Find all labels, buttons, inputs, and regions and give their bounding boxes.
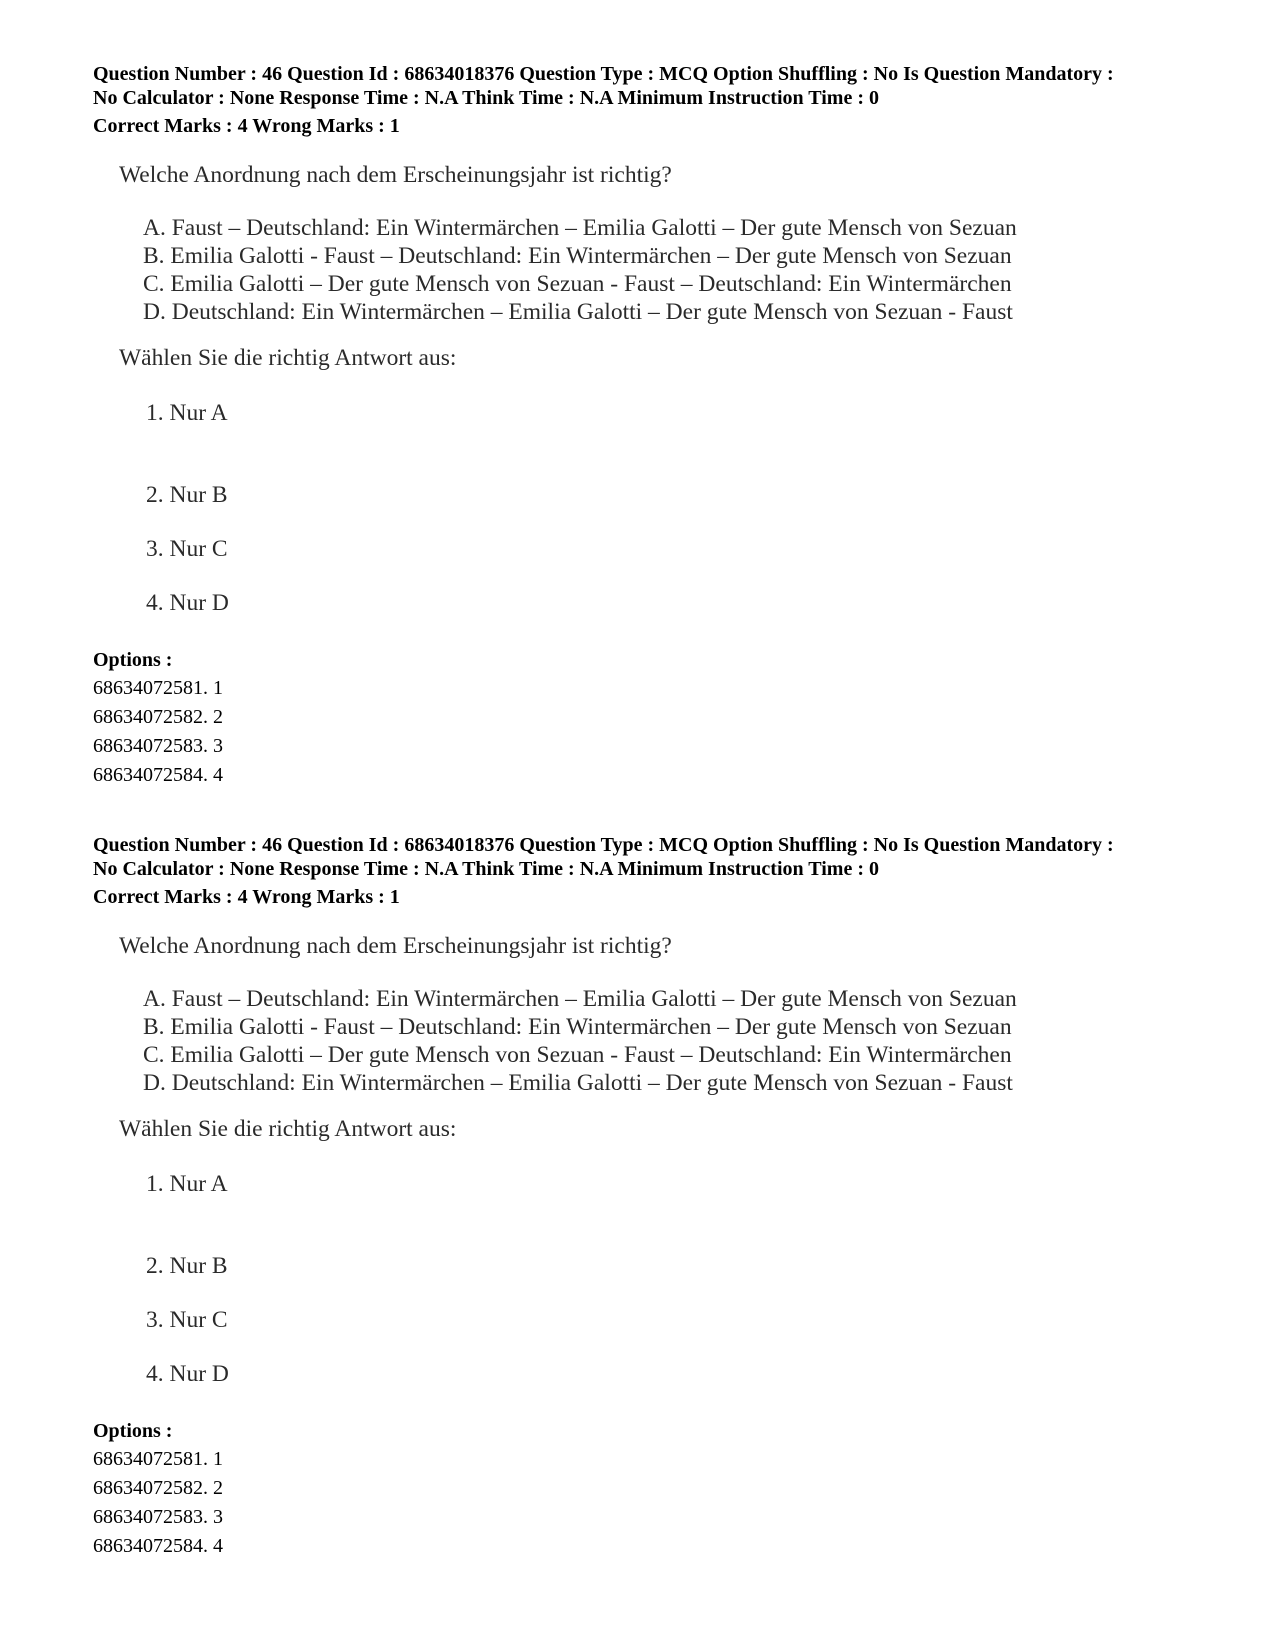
statement-a: A. Faust – Deutschland: Ein Wintermärchen – Emilia Galotti – Der gute Mensch von Sezuan — [143, 986, 1017, 1012]
option-id-1: 68634072581. 1 — [93, 677, 223, 699]
statement-a: A. Faust – Deutschland: Ein Wintermärchen – Emilia Galotti – Der gute Mensch von Sezuan — [143, 215, 1017, 241]
statement-c: C. Emilia Galotti – Der gute Mensch von Sezuan - Faust – Deutschland: Ein Wintermärchen — [143, 1042, 1012, 1068]
question-meta-line-2: No Calculator : None Response Time : N.A Think Time : N.A Minimum Instruction Time : 0 — [93, 858, 879, 880]
choice-1: 1. Nur A — [146, 1171, 228, 1197]
question-text: Welche Anordnung nach dem Erscheinungsjahr ist richtig? — [119, 933, 672, 959]
options-label: Options : — [93, 1420, 173, 1442]
options-label: Options : — [93, 649, 173, 671]
statement-d: D. Deutschland: Ein Wintermärchen – Emilia Galotti – Der gute Mensch von Sezuan - Faust — [143, 1070, 1013, 1096]
option-id-3: 68634072583. 3 — [93, 735, 223, 757]
choice-2: 2. Nur B — [146, 1253, 228, 1279]
question-marks: Correct Marks : 4 Wrong Marks : 1 — [93, 115, 400, 137]
option-id-4: 68634072584. 4 — [93, 1535, 223, 1557]
statement-d: D. Deutschland: Ein Wintermärchen – Emilia Galotti – Der gute Mensch von Sezuan - Faust — [143, 299, 1013, 325]
choice-4: 4. Nur D — [146, 1361, 229, 1387]
option-id-4: 68634072584. 4 — [93, 764, 223, 786]
option-id-2: 68634072582. 2 — [93, 706, 223, 728]
choice-3: 3. Nur C — [146, 1307, 228, 1333]
question-meta-line-1: Question Number : 46 Question Id : 68634018376 Question Type : MCQ Option Shuffling : No Is Question Mandatory : — [93, 834, 1114, 856]
question-meta-line-1: Question Number : 46 Question Id : 68634018376 Question Type : MCQ Option Shuffling : No Is Question Mandatory : — [93, 63, 1114, 85]
instruction-text: Wählen Sie die richtig Antwort aus: — [119, 345, 457, 371]
statement-b: B. Emilia Galotti - Faust – Deutschland: Ein Wintermärchen – Der gute Mensch von Sezuan — [143, 243, 1012, 269]
statement-b: B. Emilia Galotti - Faust – Deutschland: Ein Wintermärchen – Der gute Mensch von Sezuan — [143, 1014, 1012, 1040]
question-block-2 — [93, 833, 1193, 1573]
option-id-2: 68634072582. 2 — [93, 1477, 223, 1499]
question-block-1 — [93, 62, 1193, 802]
question-marks: Correct Marks : 4 Wrong Marks : 1 — [93, 886, 400, 908]
choice-2: 2. Nur B — [146, 482, 228, 508]
question-text: Welche Anordnung nach dem Erscheinungsjahr ist richtig? — [119, 162, 672, 188]
option-id-3: 68634072583. 3 — [93, 1506, 223, 1528]
choice-4: 4. Nur D — [146, 590, 229, 616]
option-id-1: 68634072581. 1 — [93, 1448, 223, 1470]
choice-1: 1. Nur A — [146, 400, 228, 426]
choice-3: 3. Nur C — [146, 536, 228, 562]
statement-c: C. Emilia Galotti – Der gute Mensch von Sezuan - Faust – Deutschland: Ein Wintermärchen — [143, 271, 1012, 297]
instruction-text: Wählen Sie die richtig Antwort aus: — [119, 1116, 457, 1142]
question-meta-line-2: No Calculator : None Response Time : N.A Think Time : N.A Minimum Instruction Time : 0 — [93, 87, 879, 109]
